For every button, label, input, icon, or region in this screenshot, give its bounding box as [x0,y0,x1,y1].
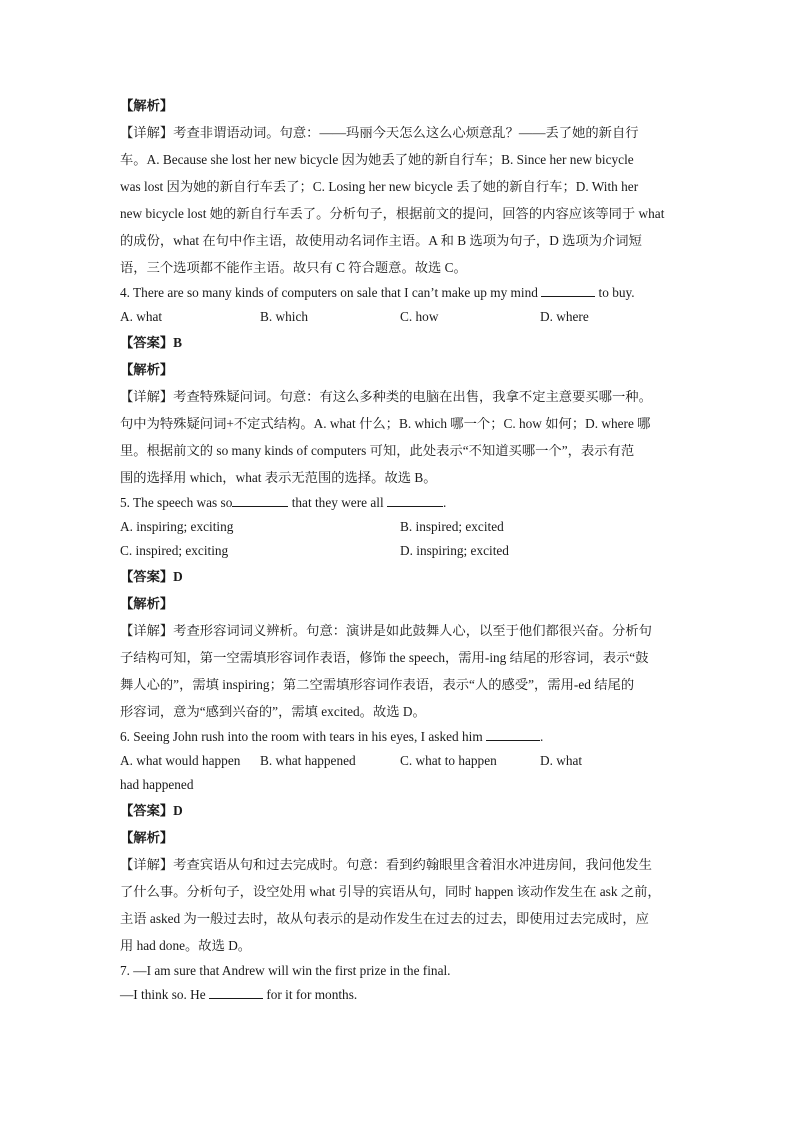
explanation-line: 里。根据前文的 so many kinds of computers 可知，此处表示“不知道买哪一个”，表示有范 [120,443,635,458]
explanation-line: 形容词，意为“感到兴奋的”，需填 excited。故选 D。 [120,704,426,719]
option-b: B. what happened [260,753,356,768]
answer-blank [232,493,288,507]
option-b: B. which [260,309,309,324]
section-tag: 【答案】B [120,335,183,350]
answer-blank [209,985,263,999]
question-line [120,983,680,1007]
question-text-end: . [539,729,544,744]
option-b: B. inspired; excited [400,519,504,534]
section-tag: 【解析】 [120,362,174,377]
answer-blank [486,727,540,741]
explanation-line: was lost 因为她的新自行车丢了；C. Losing her new bicycle 丢了她的新自行车；D. With her [120,179,639,194]
section-tag: 【解析】 [120,830,174,845]
explanation-line: 子结构可知，第一空需填形容词作表语，修饰 the speech，需用-ing 结尾的形容词，表示“鼓 [120,650,649,665]
question-line [120,491,680,515]
question-line [120,281,680,305]
question-text-end: to buy. [595,285,635,300]
explanation-line: 语，三个选项都不能作主语。故只有 C 符合题意。故选 C。 [120,260,467,275]
section-tag: 【答案】D [120,803,183,818]
question-text-end: for it for months. [263,987,358,1002]
explanation-line: 【详解】考查形容词词义辨析。句意：演讲是如此鼓舞人心，以至于他们都很兴奋。分析句 [120,623,652,638]
text-line: 7. —I am sure that Andrew will win the first prize in the final. [120,963,451,978]
question-text-mid: that they were all [288,495,387,510]
explanation-line: 【详解】考查非谓语动词。句意：——玛丽今天怎么这么心烦意乱？——丢了她的新自行 [120,125,639,140]
explanation-line: 舞人心的”，需填 inspiring；第二空需填形容词作表语，表示“人的感受”，需用-ed 结尾的 [120,677,635,692]
explanation-line: 主语 asked 为一般过去时，故从句表示的是动作发生在过去的过去，即使用过去完成时，应 [120,911,649,926]
option-a: A. what would happen [120,753,241,768]
answer-blank [541,283,595,297]
explanation-line: 了什么事。分析句子，设空处用 what 引导的宾语从句，同时 happen 该动作发生在 ask 之前， [120,884,661,899]
options-row [120,749,680,773]
option-c: C. how [400,309,439,324]
option-d: D. what [540,753,583,768]
section-tag: 【答案】D [120,569,183,584]
options-row [120,515,680,539]
document-page [120,92,680,1007]
question-text-end: . [442,495,447,510]
explanation-line: 用 had done。故选 D。 [120,938,252,953]
section-tag: 【解析】 [120,596,174,611]
text-line: had happened [120,777,194,792]
question-text: 6. Seeing John rush into the room with tears in his eyes, I asked him [120,729,486,744]
options-row [120,539,680,563]
explanation-line: 【详解】考查特殊疑问词。句意：有这么多种类的电脑在出售，我拿不定主意要买哪一种。 [120,389,652,404]
question-text: —I think so. He [120,987,210,1002]
option-a: C. inspired; exciting [120,543,229,558]
explanation-line: 围的选择用 which，what 表示无范围的选择。故选 B。 [120,470,437,485]
option-c: C. what to happen [400,753,497,768]
explanation-line: 车。A. Because she lost her new bicycle 因为她丢了她的新自行车；B. Since her new bicycle [120,152,634,167]
explanation-line: 【详解】考查宾语从句和过去完成时。句意：看到约翰眼里含着泪水冲进房间，我问他发生 [120,857,652,872]
section-tag: 【解析】 [120,98,174,113]
option-a: A. what [120,309,163,324]
option-b: D. inspiring; excited [400,543,509,558]
question-text: 5. The speech was so [120,495,233,510]
option-a: A. inspiring; exciting [120,519,234,534]
options-row [120,305,680,329]
question-text: 4. There are so many kinds of computers on sale that I can’t make up my mind [120,285,542,300]
question-line [120,725,680,749]
answer-blank [387,493,443,507]
option-d: D. where [540,309,589,324]
explanation-line: new bicycle lost 她的新自行车丢了。分析句子，根据前文的提问，回答的内容应该等同于 what [120,206,665,221]
explanation-line: 句中为特殊疑问词+不定式结构。A. what 什么；B. which 哪一个；C. how 如何；D. where 哪 [120,416,651,431]
explanation-line: 的成份，what 在句中作主语，故使用动名词作主语。A 和 B 选项为句子，D 选项为介词短 [120,233,642,248]
